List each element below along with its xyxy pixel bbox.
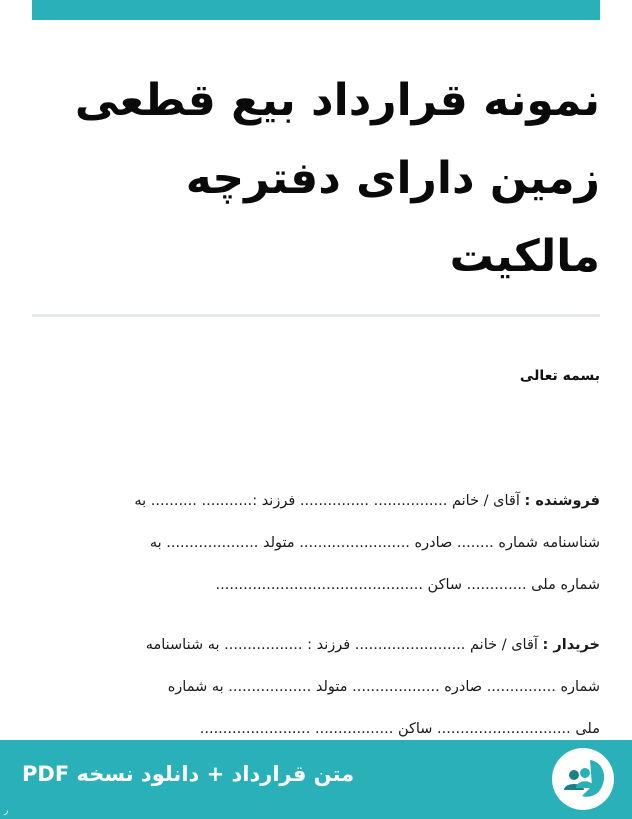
seller-line-3: شماره ملی ............. ساکن ............................................. <box>215 577 600 593</box>
title-line-1: نمونه قرارداد بیع قطعی <box>74 75 600 126</box>
buyer-line-2: شماره ............... صادره ................... متولد .................. به شماره <box>167 679 600 695</box>
page-title <box>32 62 600 296</box>
seller-line-2: شناسنامه شماره ........ صادره ........................ متولد .................... به <box>149 535 600 551</box>
users-chat-icon[interactable] <box>552 748 614 810</box>
title-line-2: زمین دارای دفترچه <box>185 153 600 204</box>
footer-banner[interactable] <box>0 740 632 819</box>
download-cta-text[interactable]: متن قرارداد + دانلود نسخه PDF <box>22 762 355 786</box>
seller-label: فروشنده : <box>524 493 600 509</box>
corner-mark: ر <box>4 806 9 816</box>
bismillah-heading: بسمه تعالی <box>519 368 600 384</box>
buyer-paragraph <box>32 624 600 750</box>
buyer-label: خریدار : <box>542 637 600 653</box>
seller-paragraph <box>32 480 600 606</box>
title-line-3: مالکیت <box>449 231 600 282</box>
buyer-line-1 <box>32 624 600 666</box>
seller-text-1: آقای / خانم ................ ............... فرزند :........... .......... به <box>134 493 525 509</box>
title-divider <box>32 314 600 317</box>
top-accent-bar <box>32 0 600 20</box>
buyer-line-3: ملی ............................. ساکن ................. ........................ <box>199 721 600 737</box>
buyer-text-1: آقای / خانم ........................ فرزند : ................. به شناسنامه <box>145 637 543 653</box>
seller-line-1 <box>32 480 600 522</box>
